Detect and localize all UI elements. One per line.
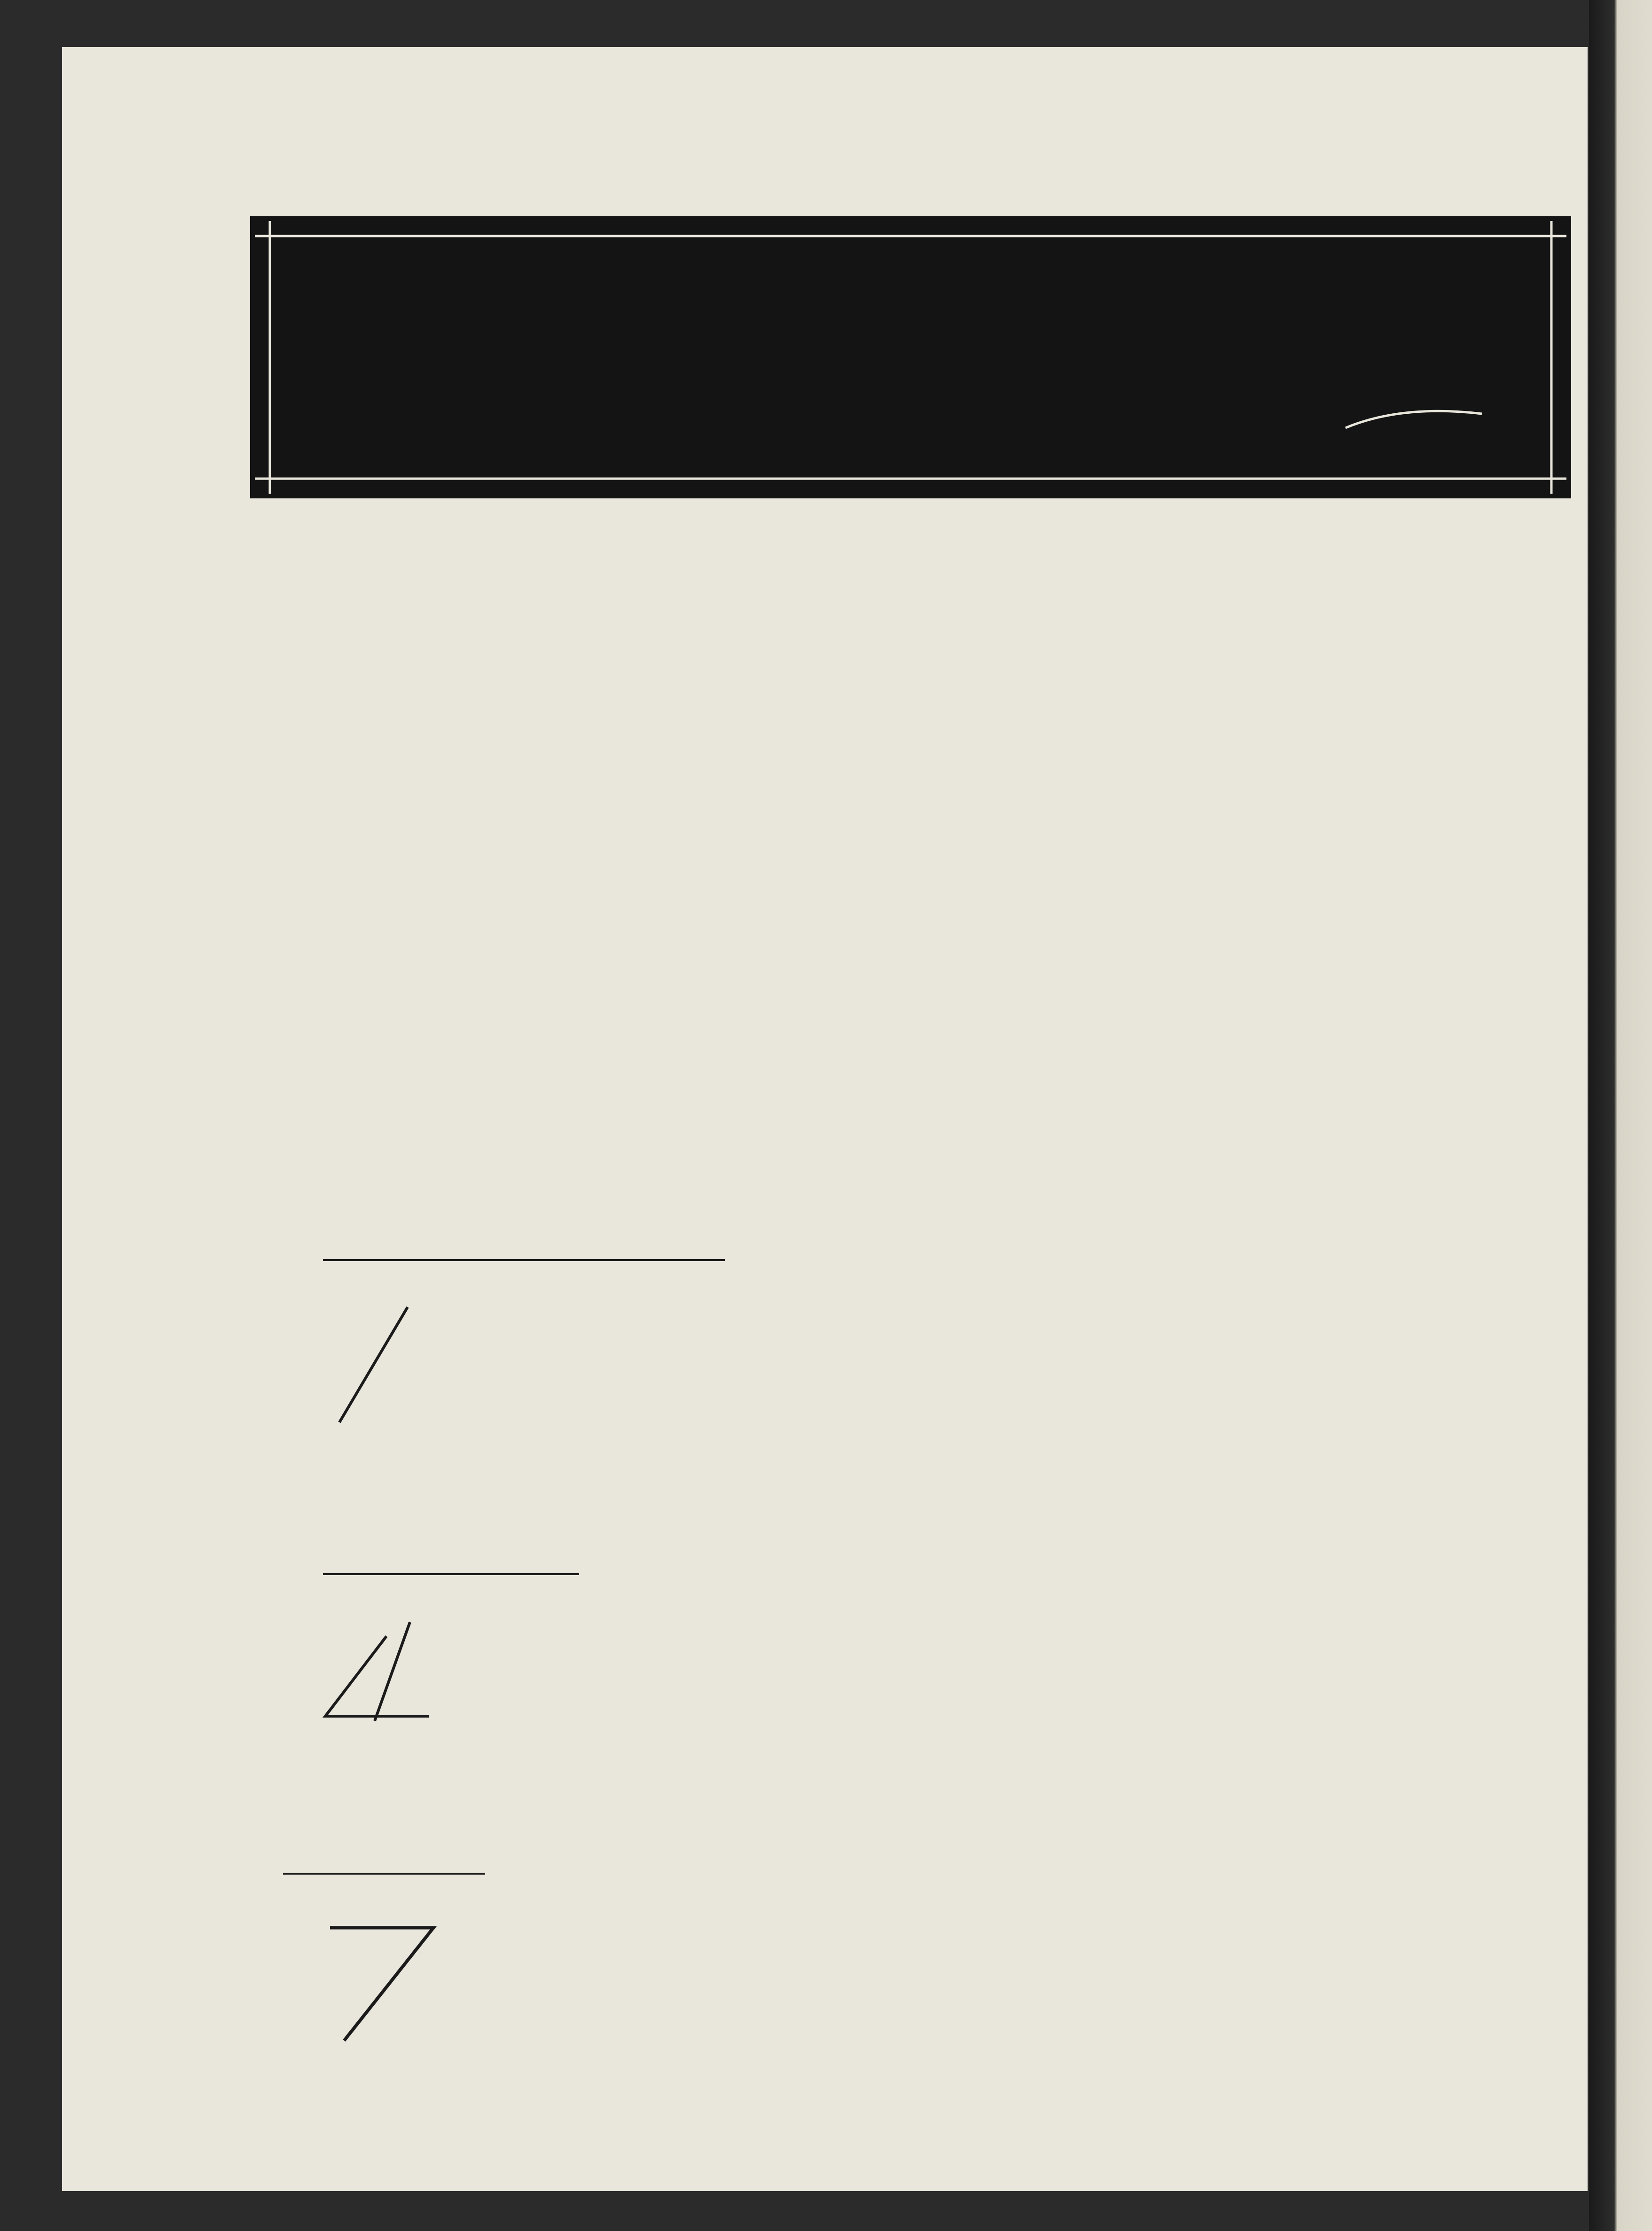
drill-figures — [62, 1213, 1588, 2106]
page — [62, 47, 1588, 2191]
binding-spine — [1589, 0, 1652, 2231]
right-column — [922, 661, 1548, 764]
left-column — [262, 663, 887, 719]
header-banner — [250, 216, 1571, 498]
drill-74-copy — [62, 1213, 1588, 2106]
